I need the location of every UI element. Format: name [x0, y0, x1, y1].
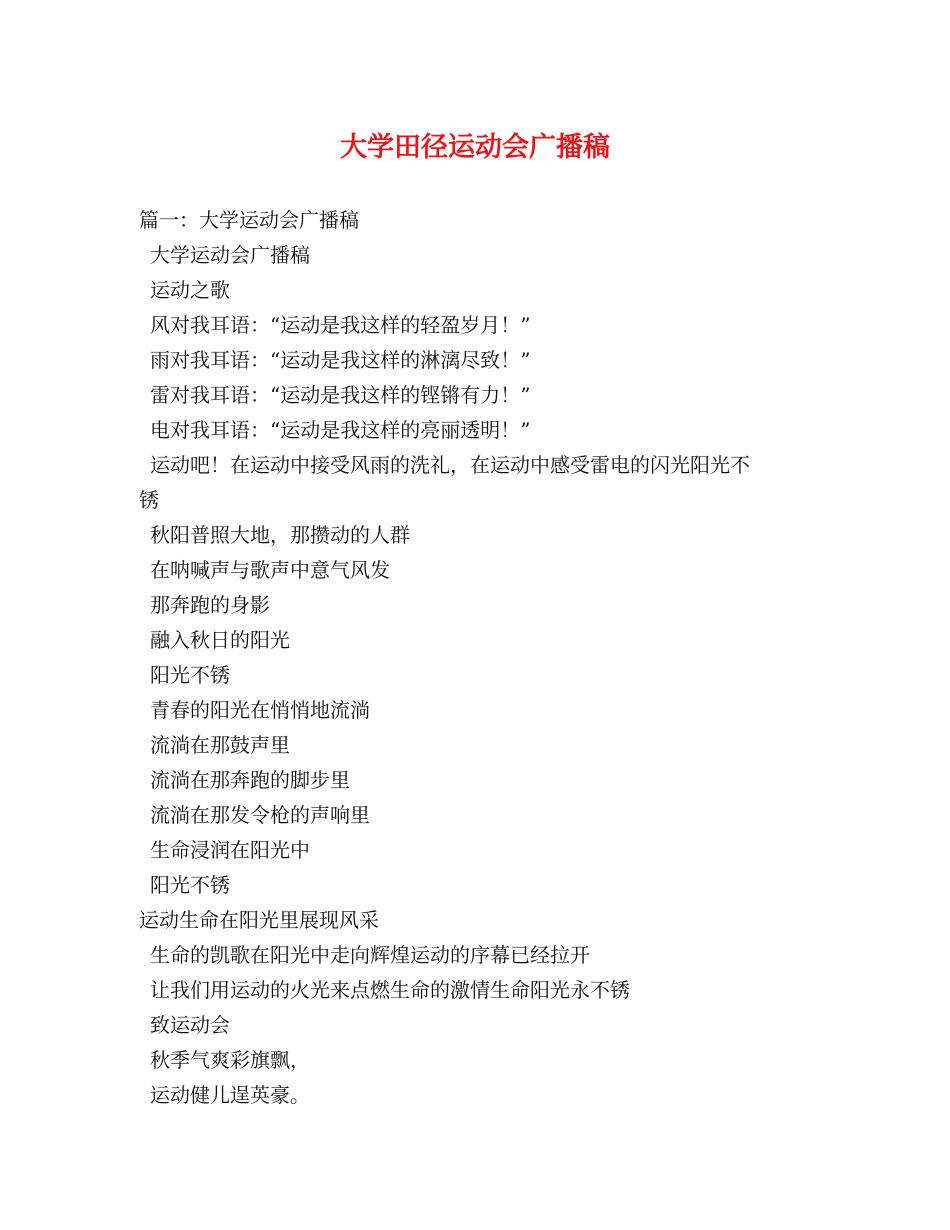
- text-line: 生命浸润在阳光中: [150, 838, 310, 862]
- text-line: 流淌在那奔跑的脚步里: [150, 768, 350, 792]
- text-line: 青春的阳光在悄悄地流淌: [150, 698, 370, 722]
- text-line: 秋阳普照大地，那攒动的人群: [150, 523, 410, 547]
- text-line: 秋季气爽彩旗飘，: [150, 1048, 310, 1072]
- text-line: 雷对我耳语：“运动是我这样的铿锵有力！”: [150, 383, 531, 407]
- text-line: 运动生命在阳光里展现风采: [139, 908, 379, 932]
- text-line: 运动之歌: [150, 278, 230, 302]
- text-line: 融入秋日的阳光: [150, 628, 290, 652]
- text-line: 电对我耳语：“运动是我这样的亮丽透明！”: [150, 418, 531, 442]
- section-heading: 篇一：大学运动会广播稿: [139, 208, 359, 232]
- text-line: 致运动会: [150, 1013, 230, 1037]
- text-line: 风对我耳语：“运动是我这样的轻盈岁月！”: [150, 313, 531, 337]
- text-line: 锈: [139, 488, 159, 512]
- text-line: 运动吧！在运动中接受风雨的洗礼，在运动中感受雷电的闪光阳光不: [150, 453, 750, 477]
- text-line: 让我们用运动的火光来点燃生命的激情生命阳光永不锈: [150, 978, 630, 1002]
- text-line: 阳光不锈: [150, 663, 230, 687]
- text-line: 流淌在那发令枪的声响里: [150, 803, 370, 827]
- text-line: 那奔跑的身影: [150, 593, 270, 617]
- text-line: 雨对我耳语：“运动是我这样的淋漓尽致！”: [150, 348, 531, 372]
- text-line: 生命的凯歌在阳光中走向辉煌运动的序幕已经拉开: [150, 943, 590, 967]
- text-line: 阳光不锈: [150, 873, 230, 897]
- text-line: 运动健儿逞英豪。: [150, 1083, 310, 1107]
- document-title: 大学田径运动会广播稿: [340, 132, 610, 163]
- text-line: 流淌在那鼓声里: [150, 733, 290, 757]
- document-body: [139, 203, 829, 1113]
- text-line: 大学运动会广播稿: [150, 243, 310, 267]
- text-line: 在呐喊声与歌声中意气风发: [150, 558, 390, 582]
